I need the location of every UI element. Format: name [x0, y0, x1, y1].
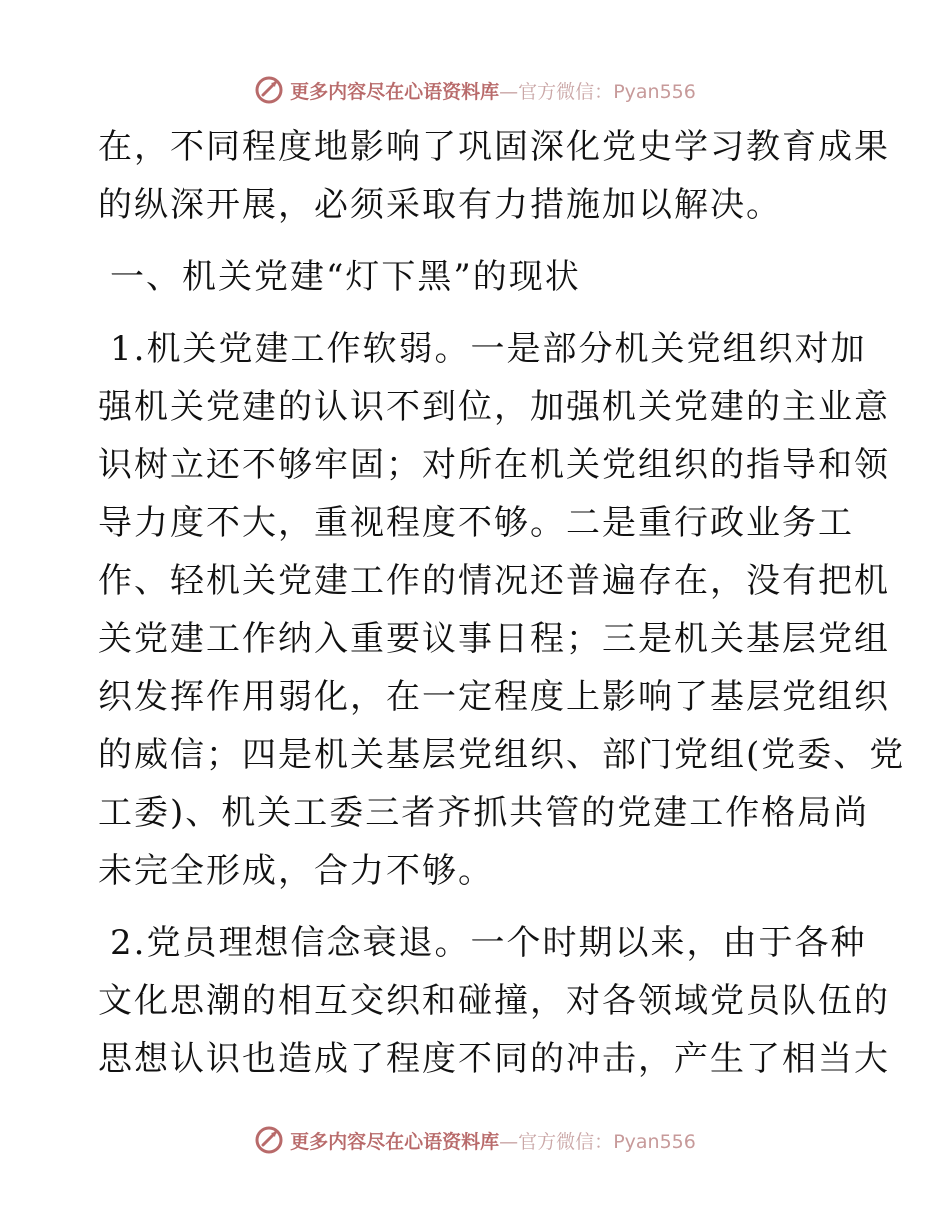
paragraph-line: 作、轻机关党建工作的情况还普遍存在，没有把机: [98, 561, 890, 601]
paragraph-line: 未完全形成，合力不够。: [98, 851, 494, 891]
paragraph-line: 关党建工作纳入重要议事日程；三是机关基层党组: [98, 619, 890, 659]
footer-watermark: [0, 1120, 950, 1160]
paragraph-line: 工委)、机关工委三者齐抓共管的党建工作格局尚: [98, 793, 870, 833]
header-watermark: [0, 70, 950, 110]
paragraph-line: 的威信；四是机关基层党组织、部门党组(党委、党: [98, 735, 906, 775]
paragraph-line: 2.党员理想信念衰退。一个时期以来，由于各种: [110, 923, 867, 963]
paragraph-line: 强机关党建的认识不到位，加强机关党建的主业意: [98, 387, 890, 427]
paragraph-line: 识树立还不够牢固；对所在机关党组织的指导和领: [98, 445, 890, 485]
logo-icon: [254, 75, 284, 105]
paragraph-line: 文化思潮的相互交织和碰撞，对各领域党员队伍的: [98, 981, 890, 1021]
watermark-text: 更多内容尽在心语资料库—官方微信：Pyan556: [290, 1130, 696, 1153]
logo-icon: [254, 1125, 284, 1155]
paragraph-line: 导力度不大，重视程度不够。二是重行政业务工: [98, 503, 854, 543]
paragraph-line: 的纵深开展，必须采取有力措施加以解决。: [98, 185, 782, 225]
section-heading: 一、机关党建“灯下黑”的现状: [110, 257, 581, 297]
paragraph-line: 思想认识也造成了程度不同的冲击，产生了相当大: [98, 1039, 890, 1079]
document-body: [98, 118, 906, 1088]
paragraph-line: 织发挥作用弱化，在一定程度上影响了基层党组织: [98, 677, 890, 717]
paragraph-line: 在，不同程度地影响了巩固深化党史学习教育成果: [98, 127, 890, 167]
paragraph-line: 1.机关党建工作软弱。一是部分机关党组织对加: [110, 329, 867, 369]
watermark-text: 更多内容尽在心语资料库—官方微信：Pyan556: [290, 80, 696, 103]
